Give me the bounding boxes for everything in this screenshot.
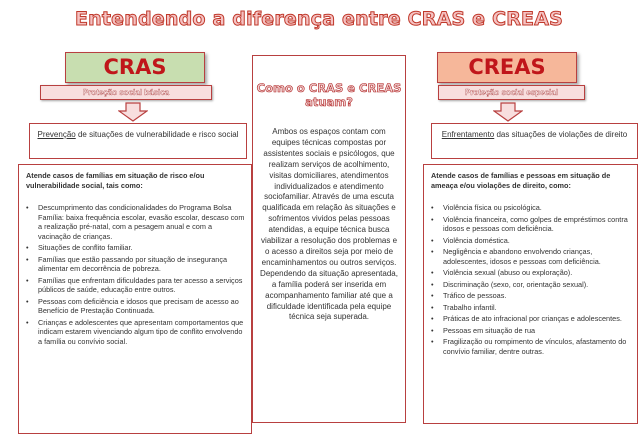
list-item: • Práticas de ato infracional por crianças e adolescentes.	[431, 314, 631, 324]
cras-focus-box	[29, 123, 247, 159]
cras-cases-list	[26, 203, 245, 346]
list-item: • Famílias que enfrentam dificuldades para ter acesso a serviços públicos de saúde, educação entre outros.	[26, 276, 245, 295]
cras-protection-label: Proteção social básica	[40, 85, 212, 100]
cras-cases-box	[18, 164, 252, 434]
list-item: • Violência sexual (abuso ou exploração).	[431, 268, 631, 278]
list-item: • Violência física ou psicológica.	[431, 203, 631, 213]
creas-banner: CREAS	[437, 52, 577, 83]
creas-cases-box	[423, 164, 638, 424]
list-item: • Famílias que estão passando por situação de insegurança alimentar em decorrência de pobreza.	[26, 255, 245, 274]
creas-focus-keyword: Enfrentamento	[441, 130, 495, 139]
list-item: • Negligência e abandono envolvendo crianças, adolescentes, idosos e pessoas com deficiência.	[431, 247, 631, 266]
cras-cases-heading: Atende casos de famílias em situação de risco e/ou vulnerabilidade social, tais como:	[26, 171, 205, 190]
list-item: • Violência financeira, como golpes de empréstimos contra idosos e pessoas com deficiência.	[431, 215, 631, 234]
list-item: • Fragilização ou rompimento de vínculos, afastamento do convívio familiar, dentre outras.	[431, 337, 631, 356]
cras-focus-text: de situações de vulnerabilidade e risco social	[75, 130, 239, 139]
center-title: Como o CRAS e CREAS atuam?	[256, 81, 402, 109]
list-item: • Discriminação (sexo, cor, orientação sexual).	[431, 280, 631, 290]
list-item: • Descumprimento das condicionalidades do Programa Bolsa Família: baixa frequência escolar, evasão escolar, descaso com a realização pré-natal, com a pesagem anual e com a vacinação de crianças.	[26, 203, 245, 241]
creas-protection-label: Proteção social especial	[438, 85, 585, 100]
creas-down-arrow-icon	[493, 102, 523, 122]
cras-banner: CRAS	[65, 52, 205, 83]
center-explanation-box	[252, 55, 406, 423]
page-title: Entendendo a diferença entre CRAS e CREAS	[74, 8, 564, 30]
cras-down-arrow-icon	[118, 102, 148, 122]
list-item: • Pessoas em situação de rua	[431, 326, 631, 336]
list-item: • Tráfico de pessoas.	[431, 291, 631, 301]
list-item: • Situações de conflito familiar.	[26, 243, 245, 253]
creas-focus-text: das situações de violações de direito	[494, 130, 628, 139]
cras-focus-keyword: Prevenção	[37, 130, 76, 139]
creas-focus-box	[431, 123, 638, 159]
creas-cases-list	[431, 203, 631, 356]
list-item: • Pessoas com deficiência e idosos que precisam de acesso ao Benefício de Prestação Continuada.	[26, 297, 245, 316]
list-item: • Trabalho infantil.	[431, 303, 631, 313]
list-item: • Violência doméstica.	[431, 236, 631, 246]
list-item: • Crianças e adolescentes que apresentam comportamentos que indicam estarem vivenciando algum tipo de conflito envolvendo a família ou convívio social.	[26, 318, 245, 347]
center-body-text: Ambos os espaços contam com equipes técnicas compostas por assistentes sociais e psicólogos, que realizam serviços de acolhimento, visitas domiciliares, atendimentos individualizados e atendimento sociofamiliar. Através de uma escuta qualificada em relação às situações e sofrimentos vividos pelas pessoas atendidas, a equipe técnica busca viabilizar a resolução dos problemas e o acesso a direitos seja por meio de encaminhamentos ou outros serviços. Dependendo da situação apresentada, a família poderá ser inserida em acompanhamento familiar até que a dificuldade identificada pela equipe técnica seja superada.	[260, 127, 398, 322]
creas-cases-heading: Atende casos de famílias e pessoas em situação de ameaça e/ou violações de direito, como:	[431, 171, 611, 190]
